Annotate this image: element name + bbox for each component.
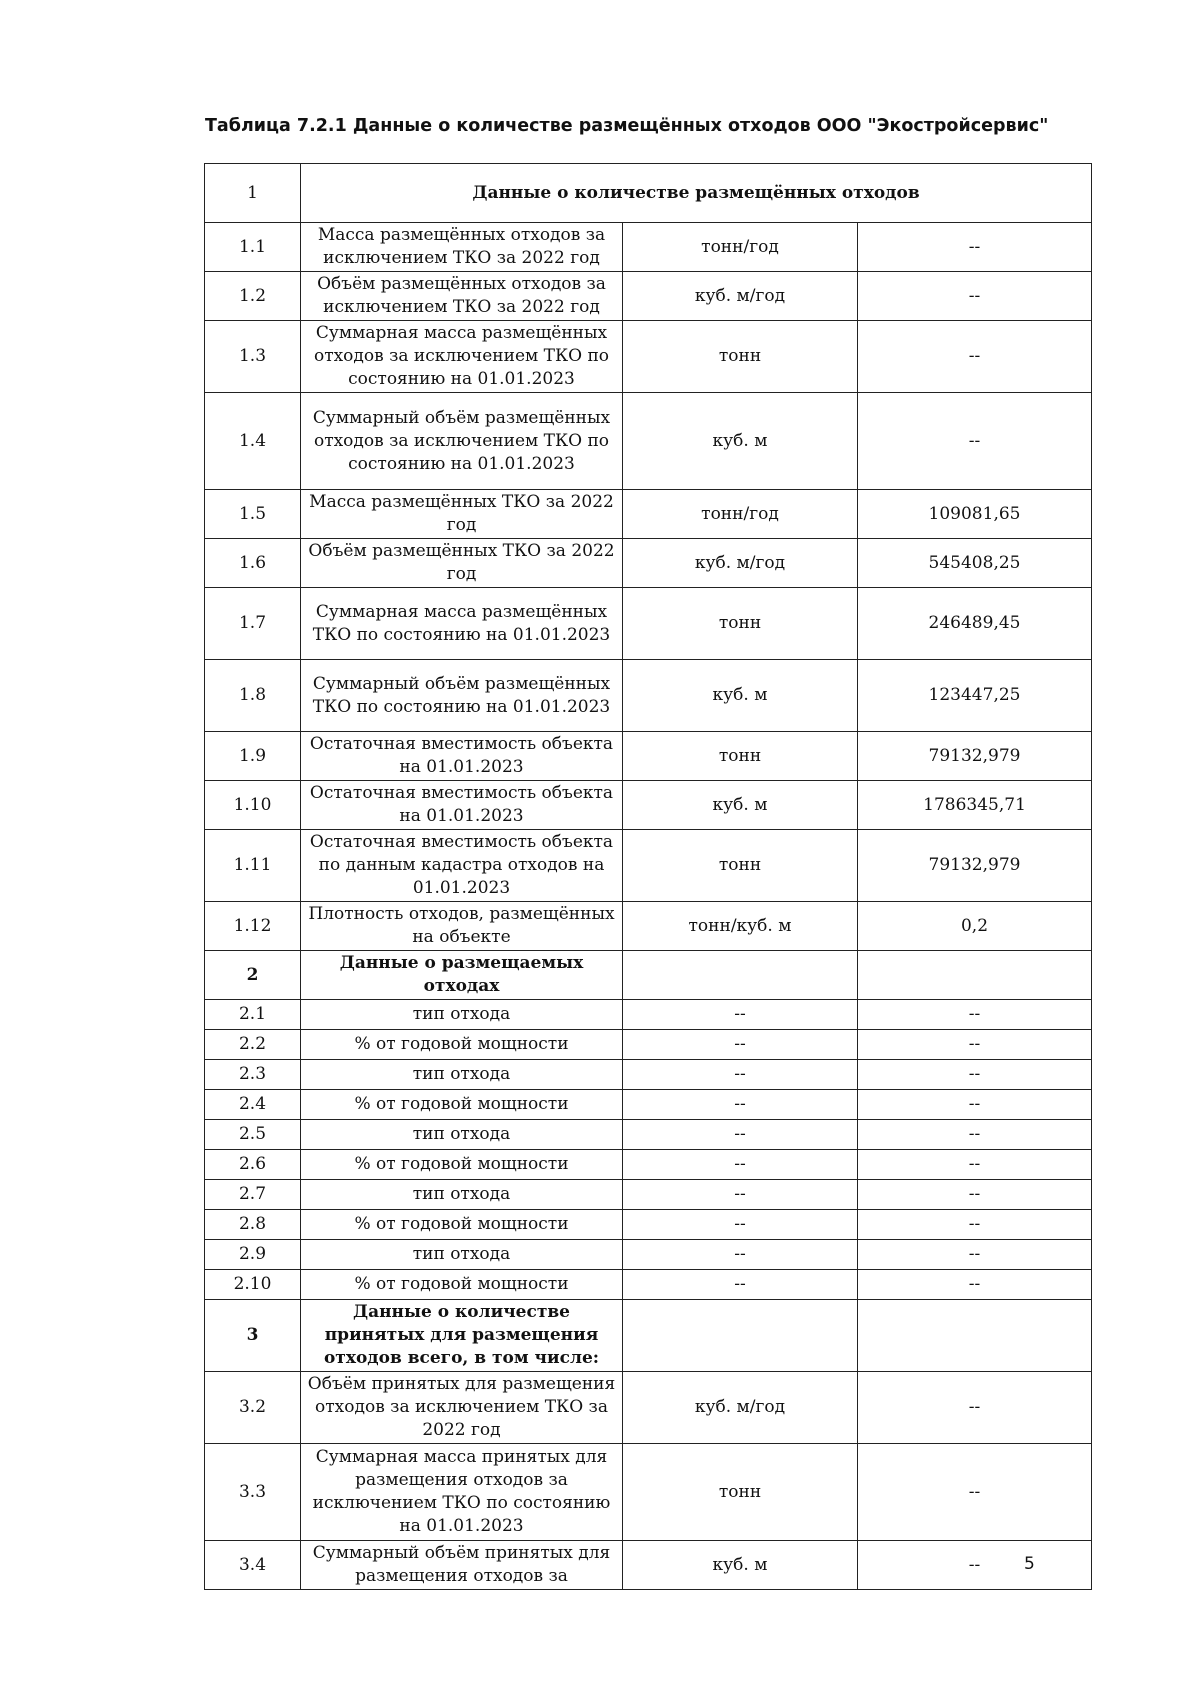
- row-number: 1.4: [205, 393, 301, 490]
- row-value: --: [858, 1030, 1092, 1060]
- row-label: тип отхода: [301, 1240, 623, 1270]
- table-row-3: [205, 1300, 1092, 1372]
- row-number: 1.1: [205, 223, 301, 272]
- table-row-1-6: [205, 539, 1092, 588]
- row-label: Суммарный объём размещённых ТКО по состоянию на 01.01.2023: [301, 660, 623, 732]
- row-value: 79132,979: [858, 830, 1092, 902]
- table-row-1-9: [205, 732, 1092, 781]
- table-row-2-7: [205, 1180, 1092, 1210]
- row-value: 246489,45: [858, 588, 1092, 660]
- row-number: 2.2: [205, 1030, 301, 1060]
- row-unit: --: [623, 1000, 858, 1030]
- row-label: % от годовой мощности: [301, 1030, 623, 1060]
- row-value: [858, 1300, 1092, 1372]
- table-row-1-11: [205, 830, 1092, 902]
- row-label: Масса размещённых отходов за исключением ТКО за 2022 год: [301, 223, 623, 272]
- row-unit: --: [623, 1030, 858, 1060]
- row-label: Объём размещённых отходов за исключением ТКО за 2022 год: [301, 272, 623, 321]
- row-label: Данные о количестве принятых для размещения отходов всего, в том числе:: [301, 1300, 623, 1372]
- section-header: Данные о количестве размещённых отходов: [301, 164, 1092, 223]
- row-unit: куб. м: [623, 781, 858, 830]
- table-row-2-4: [205, 1090, 1092, 1120]
- row-number: 1.8: [205, 660, 301, 732]
- row-label: Суммарная масса принятых для размещения отходов за исключением ТКО по состоянию на 01.01.2023: [301, 1444, 623, 1541]
- row-number: 3: [205, 1300, 301, 1372]
- row-unit: тонн: [623, 1444, 858, 1541]
- row-unit: --: [623, 1090, 858, 1120]
- row-number: 1.7: [205, 588, 301, 660]
- table-row-2-10: [205, 1270, 1092, 1300]
- row-number: 2.4: [205, 1090, 301, 1120]
- row-unit: [623, 951, 858, 1000]
- row-unit: куб. м/год: [623, 1372, 858, 1444]
- table-row-1-8: [205, 660, 1092, 732]
- row-unit: тонн/год: [623, 223, 858, 272]
- row-value: --: [858, 1150, 1092, 1180]
- table-row-1: [205, 164, 1092, 223]
- row-value: --: [858, 1210, 1092, 1240]
- row-number: 2: [205, 951, 301, 1000]
- row-value: 123447,25: [858, 660, 1092, 732]
- row-unit: --: [623, 1120, 858, 1150]
- row-value: --: [858, 1060, 1092, 1090]
- row-number: 1.9: [205, 732, 301, 781]
- row-number: 2.6: [205, 1150, 301, 1180]
- row-number: 2.8: [205, 1210, 301, 1240]
- row-value: --: [858, 1444, 1092, 1541]
- row-unit: --: [623, 1270, 858, 1300]
- table-row-1-1: [205, 223, 1092, 272]
- row-number: 1.6: [205, 539, 301, 588]
- row-label: тип отхода: [301, 1060, 623, 1090]
- row-unit: тонн/год: [623, 490, 858, 539]
- row-number: 3.3: [205, 1444, 301, 1541]
- row-number: 2.10: [205, 1270, 301, 1300]
- page-number: 5: [1024, 1554, 1035, 1574]
- row-label: Остаточная вместимость объекта на 01.01.2023: [301, 732, 623, 781]
- row-unit: --: [623, 1060, 858, 1090]
- table-row-1-12: [205, 902, 1092, 951]
- row-value: [858, 951, 1092, 1000]
- row-number: 1.11: [205, 830, 301, 902]
- table-row-1-7: [205, 588, 1092, 660]
- row-value: --: [858, 1180, 1092, 1210]
- row-value: --: [858, 1270, 1092, 1300]
- table-row-1-10: [205, 781, 1092, 830]
- table-row-1-2: [205, 272, 1092, 321]
- row-label: % от годовой мощности: [301, 1150, 623, 1180]
- row-label: Остаточная вместимость объекта на 01.01.2023: [301, 781, 623, 830]
- table-row-2-6: [205, 1150, 1092, 1180]
- table-caption: Таблица 7.2.1 Данные о количестве размещённых отходов ООО "Экостройсервис": [205, 116, 1049, 136]
- row-value: 79132,979: [858, 732, 1092, 781]
- row-label: % от годовой мощности: [301, 1090, 623, 1120]
- row-number: 3.4: [205, 1541, 301, 1590]
- table-row-1-4: [205, 393, 1092, 490]
- row-value: --: [858, 1120, 1092, 1150]
- row-value: --: [858, 223, 1092, 272]
- row-label: Суммарная масса размещённых ТКО по состоянию на 01.01.2023: [301, 588, 623, 660]
- row-label: Плотность отходов, размещённых на объекте: [301, 902, 623, 951]
- row-number: 3.2: [205, 1372, 301, 1444]
- row-number: 1.10: [205, 781, 301, 830]
- row-number: 1.3: [205, 321, 301, 393]
- table-row-3-2: [205, 1372, 1092, 1444]
- row-number: 1.5: [205, 490, 301, 539]
- table-row-1-3: [205, 321, 1092, 393]
- row-unit: тонн: [623, 321, 858, 393]
- row-unit: --: [623, 1210, 858, 1240]
- row-unit: [623, 1300, 858, 1372]
- row-unit: --: [623, 1150, 858, 1180]
- row-value: 545408,25: [858, 539, 1092, 588]
- row-number: 2.7: [205, 1180, 301, 1210]
- row-value: 1786345,71: [858, 781, 1092, 830]
- row-unit: тонн: [623, 588, 858, 660]
- table-row-1-5: [205, 490, 1092, 539]
- row-label: Остаточная вместимость объекта по данным кадастра отходов на 01.01.2023: [301, 830, 623, 902]
- table-row-2-9: [205, 1240, 1092, 1270]
- row-unit: --: [623, 1180, 858, 1210]
- row-label: Данные о размещаемых отходах: [301, 951, 623, 1000]
- row-value: --: [858, 1372, 1092, 1444]
- row-number: 1.2: [205, 272, 301, 321]
- row-label: Объём размещённых ТКО за 2022 год: [301, 539, 623, 588]
- row-label: % от годовой мощности: [301, 1270, 623, 1300]
- row-label: % от годовой мощности: [301, 1210, 623, 1240]
- table-row-3-3: [205, 1444, 1092, 1541]
- table-row-2-1: [205, 1000, 1092, 1030]
- waste-data-table: [204, 163, 1092, 1590]
- row-value: --: [858, 1240, 1092, 1270]
- row-number: 2.5: [205, 1120, 301, 1150]
- row-value: --: [858, 1090, 1092, 1120]
- row-unit: --: [623, 1240, 858, 1270]
- row-label: тип отхода: [301, 1000, 623, 1030]
- row-value: --: [858, 272, 1092, 321]
- row-number: 2.1: [205, 1000, 301, 1030]
- row-label: Суммарный объём размещённых отходов за исключением ТКО по состоянию на 01.01.2023: [301, 393, 623, 490]
- table-row-2-8: [205, 1210, 1092, 1240]
- row-number: 1: [205, 164, 301, 223]
- table-row-2-3: [205, 1060, 1092, 1090]
- row-number: 2.3: [205, 1060, 301, 1090]
- row-label: тип отхода: [301, 1180, 623, 1210]
- row-label: тип отхода: [301, 1120, 623, 1150]
- table-row-2-5: [205, 1120, 1092, 1150]
- row-value: 109081,65: [858, 490, 1092, 539]
- row-label: Объём принятых для размещения отходов за исключением ТКО за 2022 год: [301, 1372, 623, 1444]
- row-unit: куб. м/год: [623, 539, 858, 588]
- table-row-2-2: [205, 1030, 1092, 1060]
- row-unit: куб. м: [623, 393, 858, 490]
- row-label: Суммарный объём принятых для размещения отходов за: [301, 1541, 623, 1590]
- row-value: --: [858, 1541, 1092, 1590]
- row-unit: куб. м: [623, 1541, 858, 1590]
- row-value: --: [858, 321, 1092, 393]
- row-unit: куб. м: [623, 660, 858, 732]
- row-number: 2.9: [205, 1240, 301, 1270]
- row-value: --: [858, 1000, 1092, 1030]
- row-label: Суммарная масса размещённых отходов за исключением ТКО по состоянию на 01.01.2023: [301, 321, 623, 393]
- row-value: 0,2: [858, 902, 1092, 951]
- row-unit: тонн: [623, 830, 858, 902]
- row-unit: тонн/куб. м: [623, 902, 858, 951]
- row-label: Масса размещённых ТКО за 2022 год: [301, 490, 623, 539]
- row-value: --: [858, 393, 1092, 490]
- row-unit: тонн: [623, 732, 858, 781]
- table-row-2: [205, 951, 1092, 1000]
- table-row-3-4: [205, 1541, 1092, 1590]
- row-number: 1.12: [205, 902, 301, 951]
- row-unit: куб. м/год: [623, 272, 858, 321]
